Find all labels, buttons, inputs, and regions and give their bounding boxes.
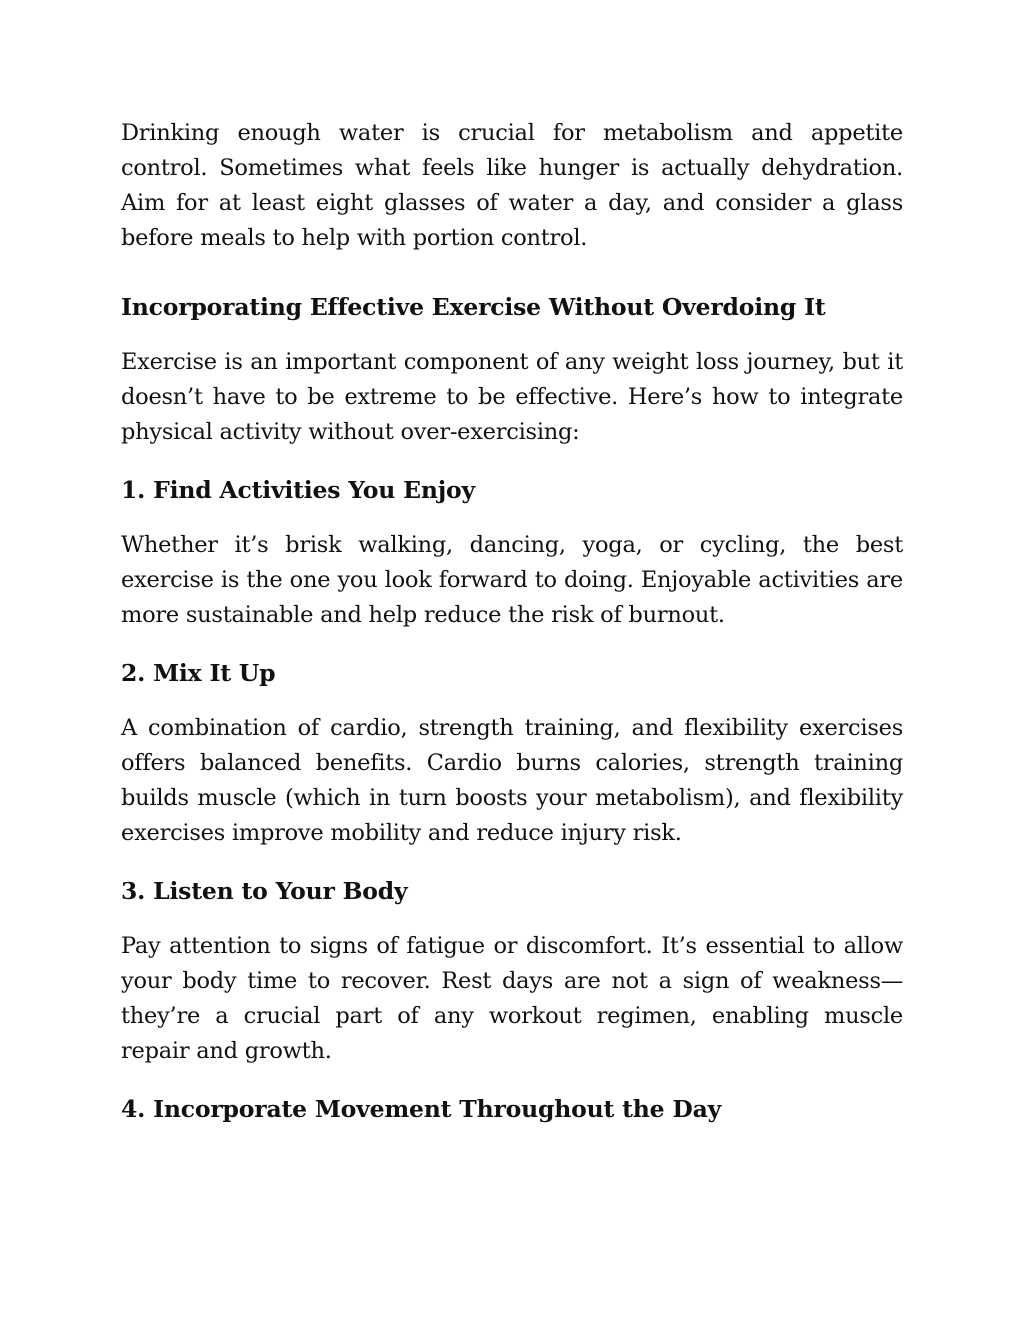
section-intro-paragraph: Exercise is an important component of any weight loss journey, but it doesn’t have to be extreme to be effective. Here’s how to integrate physical activity without over-exercising: [121, 349, 903, 445]
hydration-paragraph: Drinking enough water is crucial for metabolism and appetite control. Sometimes what feels like hunger is actually dehydration. Aim for at least eight glasses of water a day, and consider a glass before meals to help with portion control. [121, 120, 903, 251]
tip-heading-3: 3. Listen to Your Body [121, 877, 408, 905]
section-heading: Incorporating Effective Exercise Without Overdoing It [121, 293, 826, 321]
tip-paragraph-1: Whether it’s brisk walking, dancing, yoga, or cycling, the best exercise is the one you look forward to doing. Enjoyable activities are more sustainable and help reduce the risk of burnout. [121, 532, 903, 628]
tip-paragraph-2: A combination of cardio, strength training, and flexibility exercises offers balanced benefits. Cardio burns calories, strength training builds muscle (which in turn boosts your metabolism), and flexibility exercises improve mobility and reduce injury risk. [121, 715, 903, 846]
tip-paragraph-3: Pay attention to signs of fatigue or discomfort. It’s essential to allow your body time to recover. Rest days are not a sign of weakness—they’re a crucial part of any workout regimen, enabling muscle repair and growth. [121, 933, 903, 1064]
tip-heading-1: 1. Find Activities You Enjoy [121, 476, 475, 504]
tip-heading-2: 2. Mix It Up [121, 659, 276, 687]
document-page [121, 116, 903, 1127]
tip-heading-4: 4. Incorporate Movement Throughout the Day [121, 1095, 722, 1123]
